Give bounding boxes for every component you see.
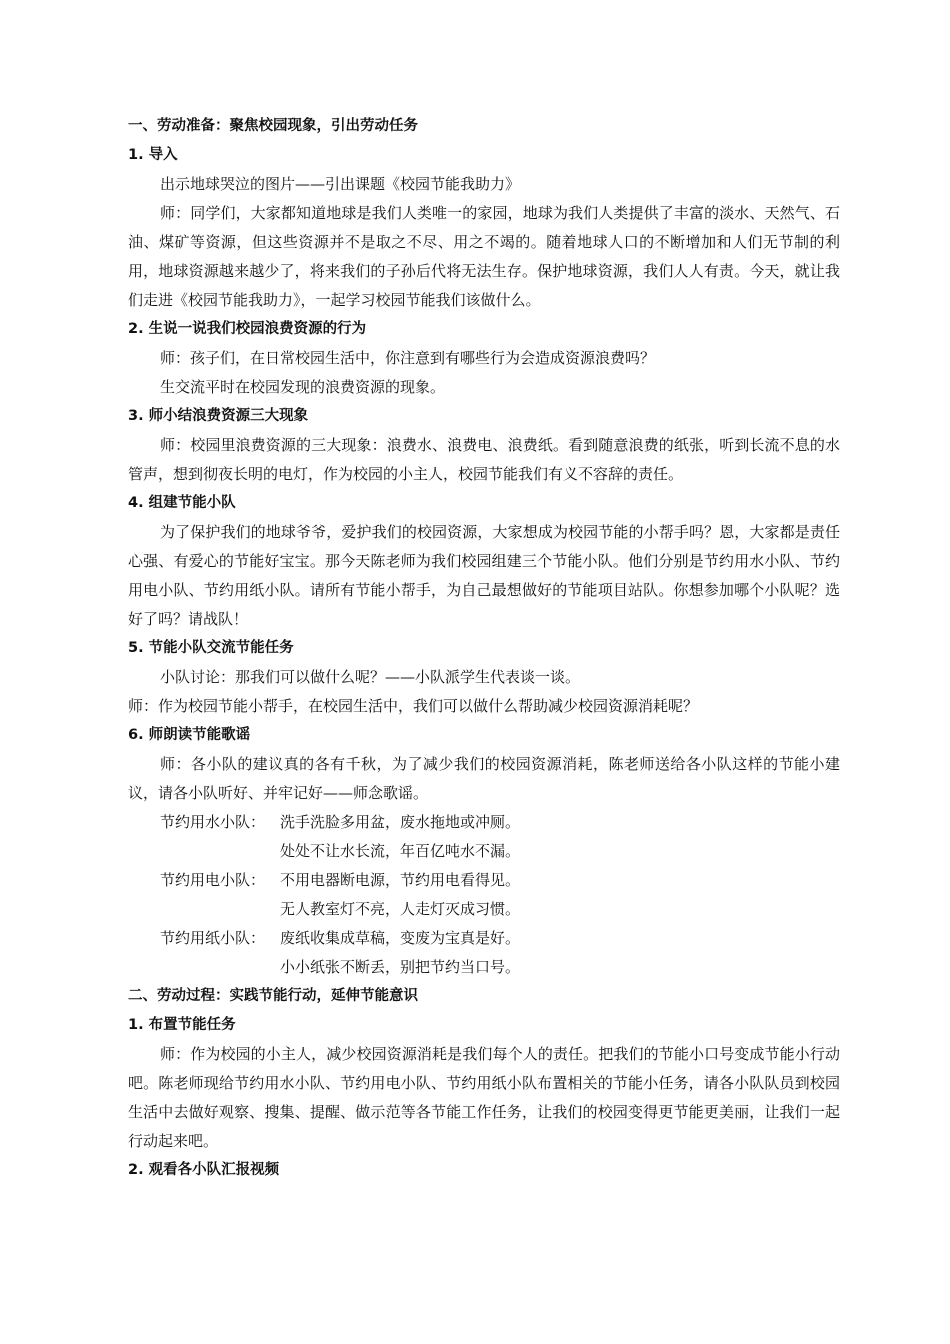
- song-label-spacer: [128, 953, 280, 982]
- document-body: [128, 112, 840, 1185]
- item-heading-energy-song: 6. 师朗读节能歌谣: [128, 727, 251, 743]
- item-heading-team-discussion: 5. 节能小队交流节能任务: [128, 640, 294, 656]
- paragraph-assign-tasks: 师：作为校园的小主人，减少校园资源消耗是我们每个人的责任。把我们的节能小口号变成节能小行动吧。陈老师现给节约用水小队、节约用电小队、节约用纸小队布置相关的节能小任务，请各小队队员到校园生活中去做好观察、搜集、提醒、做示范等各节能工作任务，让我们的校园变得更节能更美丽，让我们一起行动起来吧。: [128, 1045, 840, 1150]
- song-line: 小小纸张不断丢，别把节约当口号。: [280, 958, 521, 976]
- paragraph-teacher-introduction: 师：同学们，大家都知道地球是我们人类唯一的家园，地球为我们人类提供了丰富的淡水、天然气、石油、煤矿等资源，但这些资源并不是取之不尽、用之不竭的。随着地球人口的不断增加和人们无节制的利用，地球资源越来越少了，将来我们的子孙后代将无法生存。保护地球资源，我们人人有责。今天，就让我们走进《校园节能我助力》，一起学习校园节能我们该做什么。: [128, 204, 840, 309]
- song-line: 无人教室灯不亮，人走灯灭成习惯。: [280, 900, 521, 918]
- text-line: 出示地球哭泣的图片——引出课题《校园节能我助力》: [160, 175, 521, 193]
- song-row: [128, 895, 840, 924]
- paragraph-energy-song-intro: 师：各小队的建议真的各有千秋，为了减少我们的校园资源消耗，陈老师送给各小队这样的节能小建议，请各小队听好、并牢记好——师念歌谣。: [128, 755, 840, 802]
- section-heading-labor-preparation: 一、劳动准备：聚焦校园现象，引出劳动任务: [128, 118, 418, 134]
- item-heading-three-waste-phenomena: 3. 师小结浪费资源三大现象: [128, 408, 309, 424]
- song-label-spacer: [128, 837, 280, 866]
- song-label-spacer: [128, 895, 280, 924]
- song-line: 废纸收集成草稿，变废为宝真是好。: [280, 929, 521, 947]
- song-row: [128, 837, 840, 866]
- song-line: 洗手洗脸多用盆，废水拖地或冲厕。: [280, 813, 521, 831]
- section-heading-labor-process: 二、劳动过程：实践节能行动，延伸节能意识: [128, 988, 418, 1004]
- text-line: 小队讨论：那我们可以做什么呢？——小队派学生代表谈一谈。: [160, 668, 581, 686]
- text-line: 师：作为校园节能小帮手，在校园生活中，我们可以做什么帮助减少校园资源消耗呢？: [128, 697, 699, 715]
- song-row: [128, 866, 840, 895]
- song-row: [128, 808, 840, 837]
- item-heading-waste-behaviors: 2. 生说一说我们校园浪费资源的行为: [128, 321, 367, 337]
- item-heading-introduction: 1. 导入: [128, 147, 178, 163]
- song-team-label: 节约用水小队：: [160, 813, 266, 831]
- item-heading-watch-videos: 2. 观看各小队汇报视频: [128, 1162, 280, 1178]
- song-row: [128, 924, 840, 953]
- text-line: 生交流平时在校园发现的浪费资源的现象。: [160, 378, 446, 396]
- paragraph-form-teams: 为了保护我们的地球爷爷，爱护我们的校园资源，大家想成为校园节能的小帮手吗？恩，大家都是责任心强、有爱心的节能好宝宝。那今天陈老师为我们校园组建三个节能小队。他们分别是节约用水小队、节约用电小队、节约用纸小队。请所有节能小帮手，为自己最想做好的节能项目站队。你想参加哪个小队呢？选好了吗？请战队！: [128, 523, 840, 628]
- song-line: 处处不让水长流，年百亿吨水不漏。: [280, 842, 521, 860]
- song-row: [128, 953, 840, 982]
- item-heading-assign-tasks: 1. 布置节能任务: [128, 1017, 236, 1033]
- item-heading-form-teams: 4. 组建节能小队: [128, 495, 236, 511]
- song-line: 不用电器断电源，节约用电看得见。: [280, 871, 521, 889]
- paragraph-three-waste-phenomena: 师：校园里浪费资源的三大现象：浪费水、浪费电、浪费纸。看到随意浪费的纸张，听到长流不息的水管声，想到彻夜长明的电灯，作为校园的小主人，校园节能我们有义不容辞的责任。: [128, 436, 840, 483]
- song-team-label: 节约用电小队：: [160, 871, 266, 889]
- song-team-label: 节约用纸小队：: [160, 929, 266, 947]
- text-line: 师：孩子们，在日常校园生活中，你注意到有哪些行为会造成资源浪费吗？: [160, 349, 656, 367]
